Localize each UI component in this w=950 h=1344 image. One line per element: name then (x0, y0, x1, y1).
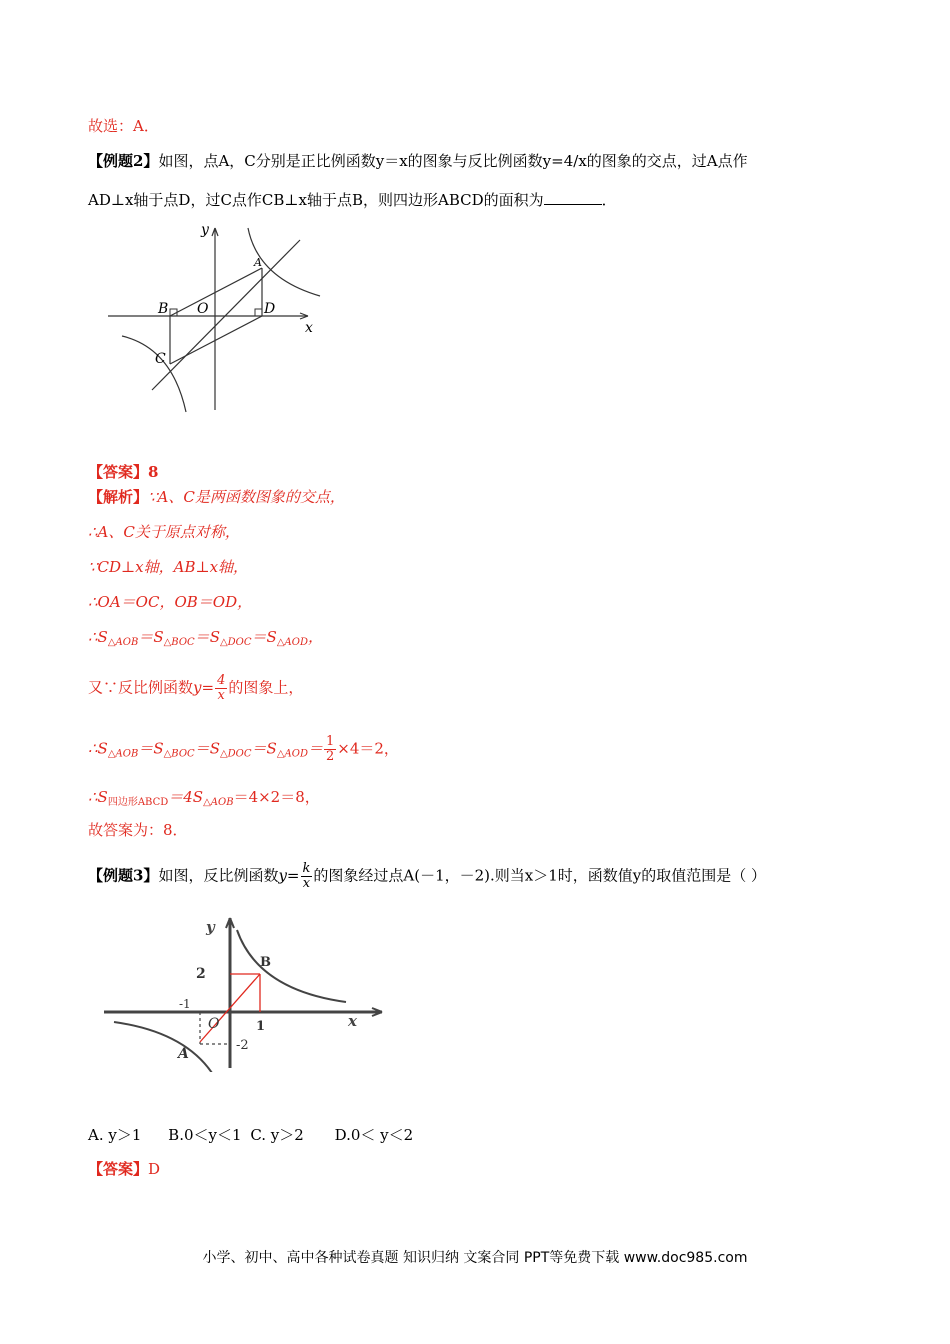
example2-question-text2: AD⊥x轴于点D，过C点作CB⊥x轴于点B，则四边形ABCD的面积为 (88, 191, 544, 209)
fig2-y-label: y (201, 222, 209, 238)
option-b: B.0＜y＜1 (168, 1126, 242, 1144)
answer-tag: 【答案】 (88, 1160, 149, 1178)
analysis-line2: ∴A、C关于原点对称， (88, 523, 240, 541)
analysis-line5: $\therefore S_{\triangle AOB}=S_{\triangle BOC}=S_{\triangle DOC}=S_{\triangle AOD}$， (88, 628, 323, 648)
fig2-point-b: B (158, 301, 169, 317)
previous-answer: 故选：A． (88, 117, 159, 135)
fig3-point-a: A (178, 1046, 189, 1062)
analysis-tag: 【解析】 (88, 488, 149, 506)
fig2-point-c: C (155, 351, 166, 367)
example2-question-text1: 如图，点A，C分别是正比例函数y＝x的图象与反比例函数y=4/x的图象的交点，过A点作 (158, 152, 748, 170)
example2-question-line2 (88, 190, 617, 210)
fig2-x-label: x (305, 320, 313, 336)
analysis-line8: $\therefore S_{四边形ABCD}=4S_{\triangle AOB}=4\times 2=8$， (88, 788, 320, 808)
analysis-line4: ∴OA＝OC，OB＝OD， (88, 593, 253, 611)
analysis-line3: ∵CD⊥x轴，AB⊥x轴， (88, 558, 249, 576)
example3-tag: 【例题3】 (88, 866, 159, 885)
fig3-tick-neg1: -1 (179, 997, 191, 1011)
fig2-point-a: A (254, 256, 262, 269)
example2-tag: 【例题2】 (88, 152, 159, 170)
analysis-text1: ∵A、C是两函数图象的交点， (148, 488, 345, 506)
answer-value: D (148, 1160, 161, 1178)
fig3-tick-neg2: -2 (236, 1038, 249, 1053)
option-c: C. y＞2 (250, 1126, 304, 1144)
hyperbola-branch-q3 (122, 336, 186, 412)
analysis-line1 (88, 487, 345, 507)
hyperbola-branch-q1 (237, 930, 346, 1002)
hyperbola-branch-q3 (114, 1022, 223, 1072)
page-footer: 小学、初中、高中各种试卷真题 知识归纳 文案合同 PPT等免费下载 www.doc985.com (202, 1250, 748, 1266)
option-a: A. y＞1 (88, 1126, 142, 1144)
fraction-one-half: $\frac{1}{2}$ (325, 734, 335, 764)
analysis-line6: 又∵反比例函数y= $\frac{4}{x}$ 的图象上， (88, 673, 304, 703)
line-y-equals-x (152, 240, 300, 390)
fig3-point-b: B (260, 955, 271, 970)
fig3-x-label: x (348, 1012, 357, 1030)
fig2-origin: O (197, 301, 209, 317)
example3-answer (88, 1159, 160, 1179)
analysis-conclusion: 故答案为：8． (88, 821, 188, 839)
fig3-origin: O (208, 1016, 220, 1032)
fig2-point-d: D (264, 301, 276, 317)
answer-blank (544, 190, 602, 205)
example2-answer (88, 462, 158, 482)
example3-options (88, 1125, 413, 1145)
example2-figure (100, 220, 340, 415)
fig3-tick-1: 1 (256, 1019, 266, 1034)
option-d: D.0＜ y＜2 (334, 1126, 414, 1144)
example3-question: 【例题3】如图，反比例函数y= $\frac{k}{x}$ 的图象经过点A(－1，－2).则当x＞1时，函数值y的取值范围是（ ） (88, 861, 767, 891)
fig3-y-label: y (206, 918, 215, 936)
example2-question-line1 (88, 151, 748, 171)
analysis-line7: $\therefore S_{\triangle AOB}=S_{\triangle BOC}=S_{\triangle DOC}=S_{\triangle AOD}=$ $\frac{1}{2}$ ×4＝2， (88, 734, 399, 764)
fig3-tick-2: 2 (196, 966, 206, 982)
right-angle-mark-d (255, 309, 262, 316)
answer-tag: 【答案】 (88, 463, 149, 481)
fraction-4-over-x: $\frac{4}{x}$ (217, 673, 226, 703)
answer-value: 8 (148, 463, 159, 481)
example3-figure (100, 912, 390, 1072)
example2-question-end: ． (601, 191, 617, 209)
fraction-k-over-x: $\frac{k}{x}$ (302, 861, 311, 891)
segment-cd (170, 316, 262, 364)
